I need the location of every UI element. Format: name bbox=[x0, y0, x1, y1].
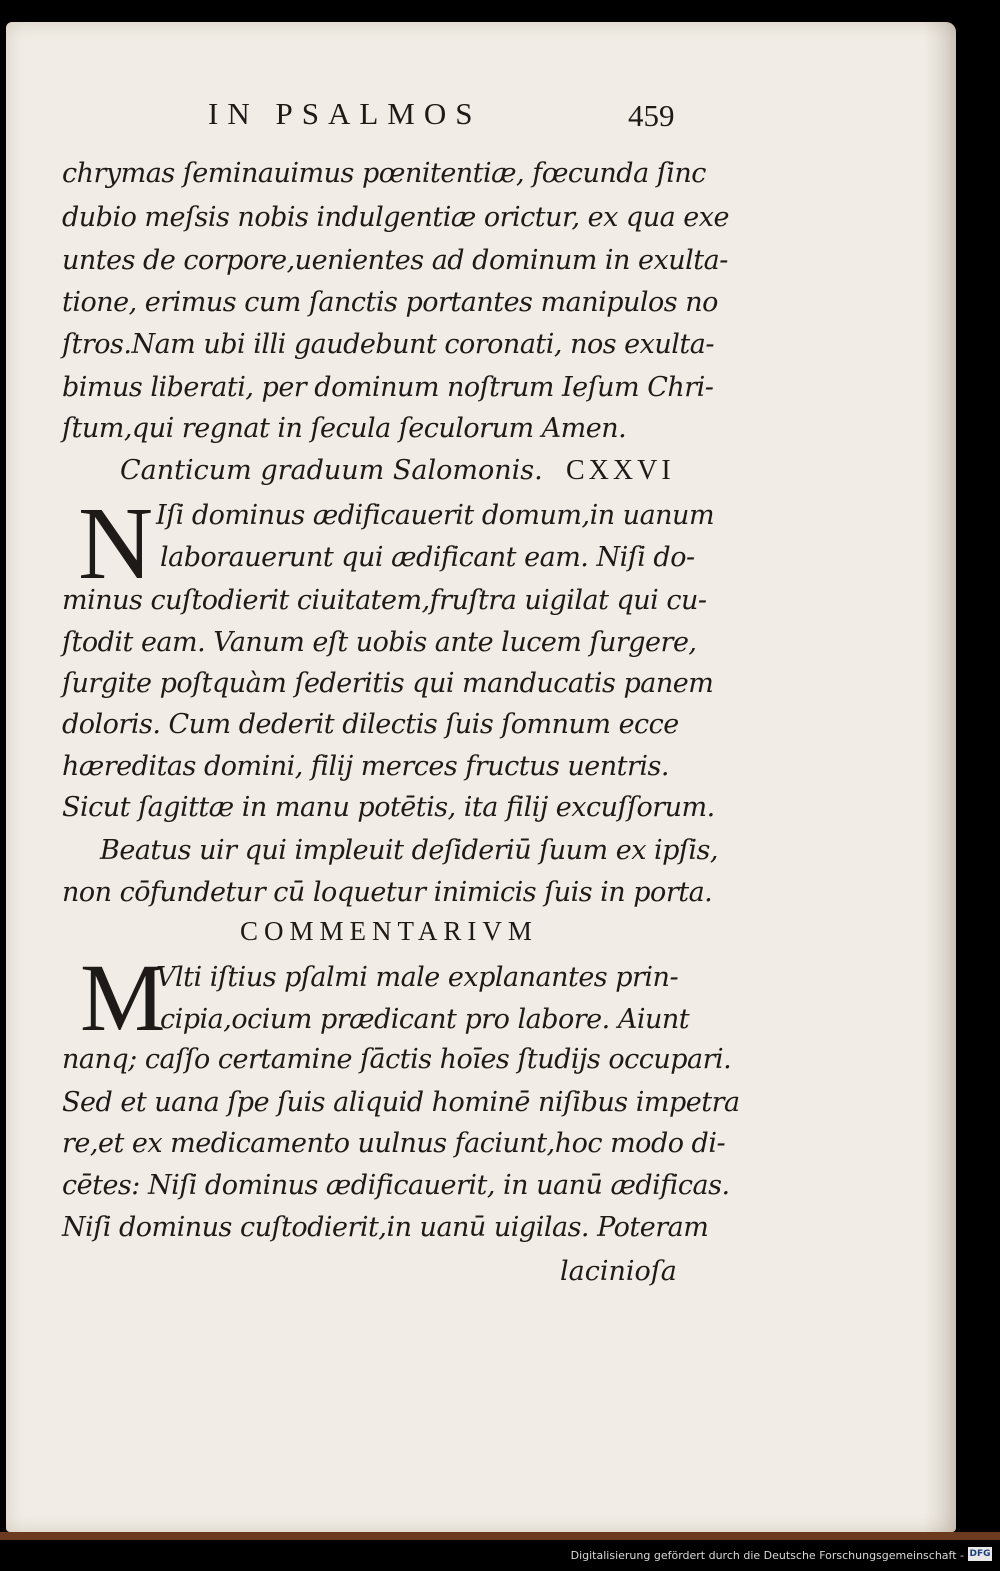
text-line: Sed et uana ſpe ſuis aliquid hominē niſibus impetra bbox=[62, 1087, 740, 1118]
text-line: Sicut ſagittæ in manu potētis, ita filij excuſſorum. bbox=[62, 792, 715, 823]
text-line: non cōfundetur cū loquetur inimicis ſuis in porta. bbox=[62, 877, 713, 908]
text-line: Vlti iſtius pſalmi male explanantes prin- bbox=[156, 962, 679, 993]
text-line: cipia,ocium prædicant pro labore. Aiunt bbox=[160, 1004, 690, 1035]
text-line: doloris. Cum dederit dilectis ſuis ſomnum ecce bbox=[62, 709, 679, 740]
text-line: nanq; caſſo certamine ſāctis hoīes ſtudijs occupari. bbox=[62, 1044, 732, 1075]
page-number: 459 bbox=[628, 98, 675, 133]
text-line: ſtros.Nam ubi illi gaudebunt coronati, nos exulta- bbox=[62, 329, 714, 360]
text-line: hæreditas domini, filij merces fructus uentris. bbox=[62, 751, 669, 782]
text-line: dubio meſsis nobis indulgentiæ orictur, ex qua exe bbox=[62, 202, 729, 233]
text-line: untes de corpore,uenientes ad dominum in exulta- bbox=[62, 245, 728, 276]
text-line: ſurgite poſtquàm ſederitis qui manducatis panem bbox=[62, 668, 714, 699]
running-head: IN PSALMOS bbox=[208, 96, 482, 131]
text-line: Beatus uir qui impleuit deſideriū ſuum ex ipſis, bbox=[100, 835, 718, 866]
text-line: chrymas ſeminauimus pœnitentiæ, fœcunda ſinc bbox=[62, 158, 706, 189]
drop-cap-m: M bbox=[80, 944, 166, 1051]
drop-cap-n: N bbox=[78, 486, 154, 601]
text-line: cētes: Niſi dominus ædificauerit, in uanū ædificas. bbox=[62, 1170, 730, 1201]
text-line: re,et ex medicamento uulnus faciunt,hoc modo di- bbox=[62, 1128, 726, 1159]
text-line: bimus liberati, per dominum noſtrum Ieſum Chri- bbox=[62, 372, 714, 403]
psalm-heading: Canticum graduum Salomonis. bbox=[120, 455, 543, 486]
text-line: minus cuſtodierit ciuitatem,fruſtra uigilat qui cu- bbox=[62, 585, 707, 616]
text-line: tione, erimus cum ſanctis portantes manipulos no bbox=[62, 287, 718, 318]
dfg-logo-icon: DFG bbox=[969, 1549, 991, 1559]
page-edge-shadow bbox=[924, 22, 956, 1532]
text-line: ſtodit eam. Vanum eſt uobis ante lucem ſurgere, bbox=[62, 627, 697, 658]
catchword: lacinioſa bbox=[560, 1256, 677, 1287]
commentary-heading: COMMENTARIVM bbox=[240, 916, 538, 946]
text-line: Niſi dominus cuſtodierit,in uanū uigilas. Poteram bbox=[62, 1212, 709, 1243]
text-line: ſtum,qui regnat in ſecula ſeculorum Amen. bbox=[62, 413, 627, 444]
text-line: Iſi dominus ædificauerit domum,in uanum bbox=[156, 500, 715, 531]
bottom-edge bbox=[0, 1532, 1000, 1540]
funding-note: Digitalisierung gefördert durch die Deutsche Forschungsgemeinschaft - bbox=[570, 1549, 964, 1562]
text-line: laborauerunt qui ædificant eam. Niſi do- bbox=[160, 542, 695, 573]
psalm-number: CXXVI bbox=[566, 455, 675, 486]
